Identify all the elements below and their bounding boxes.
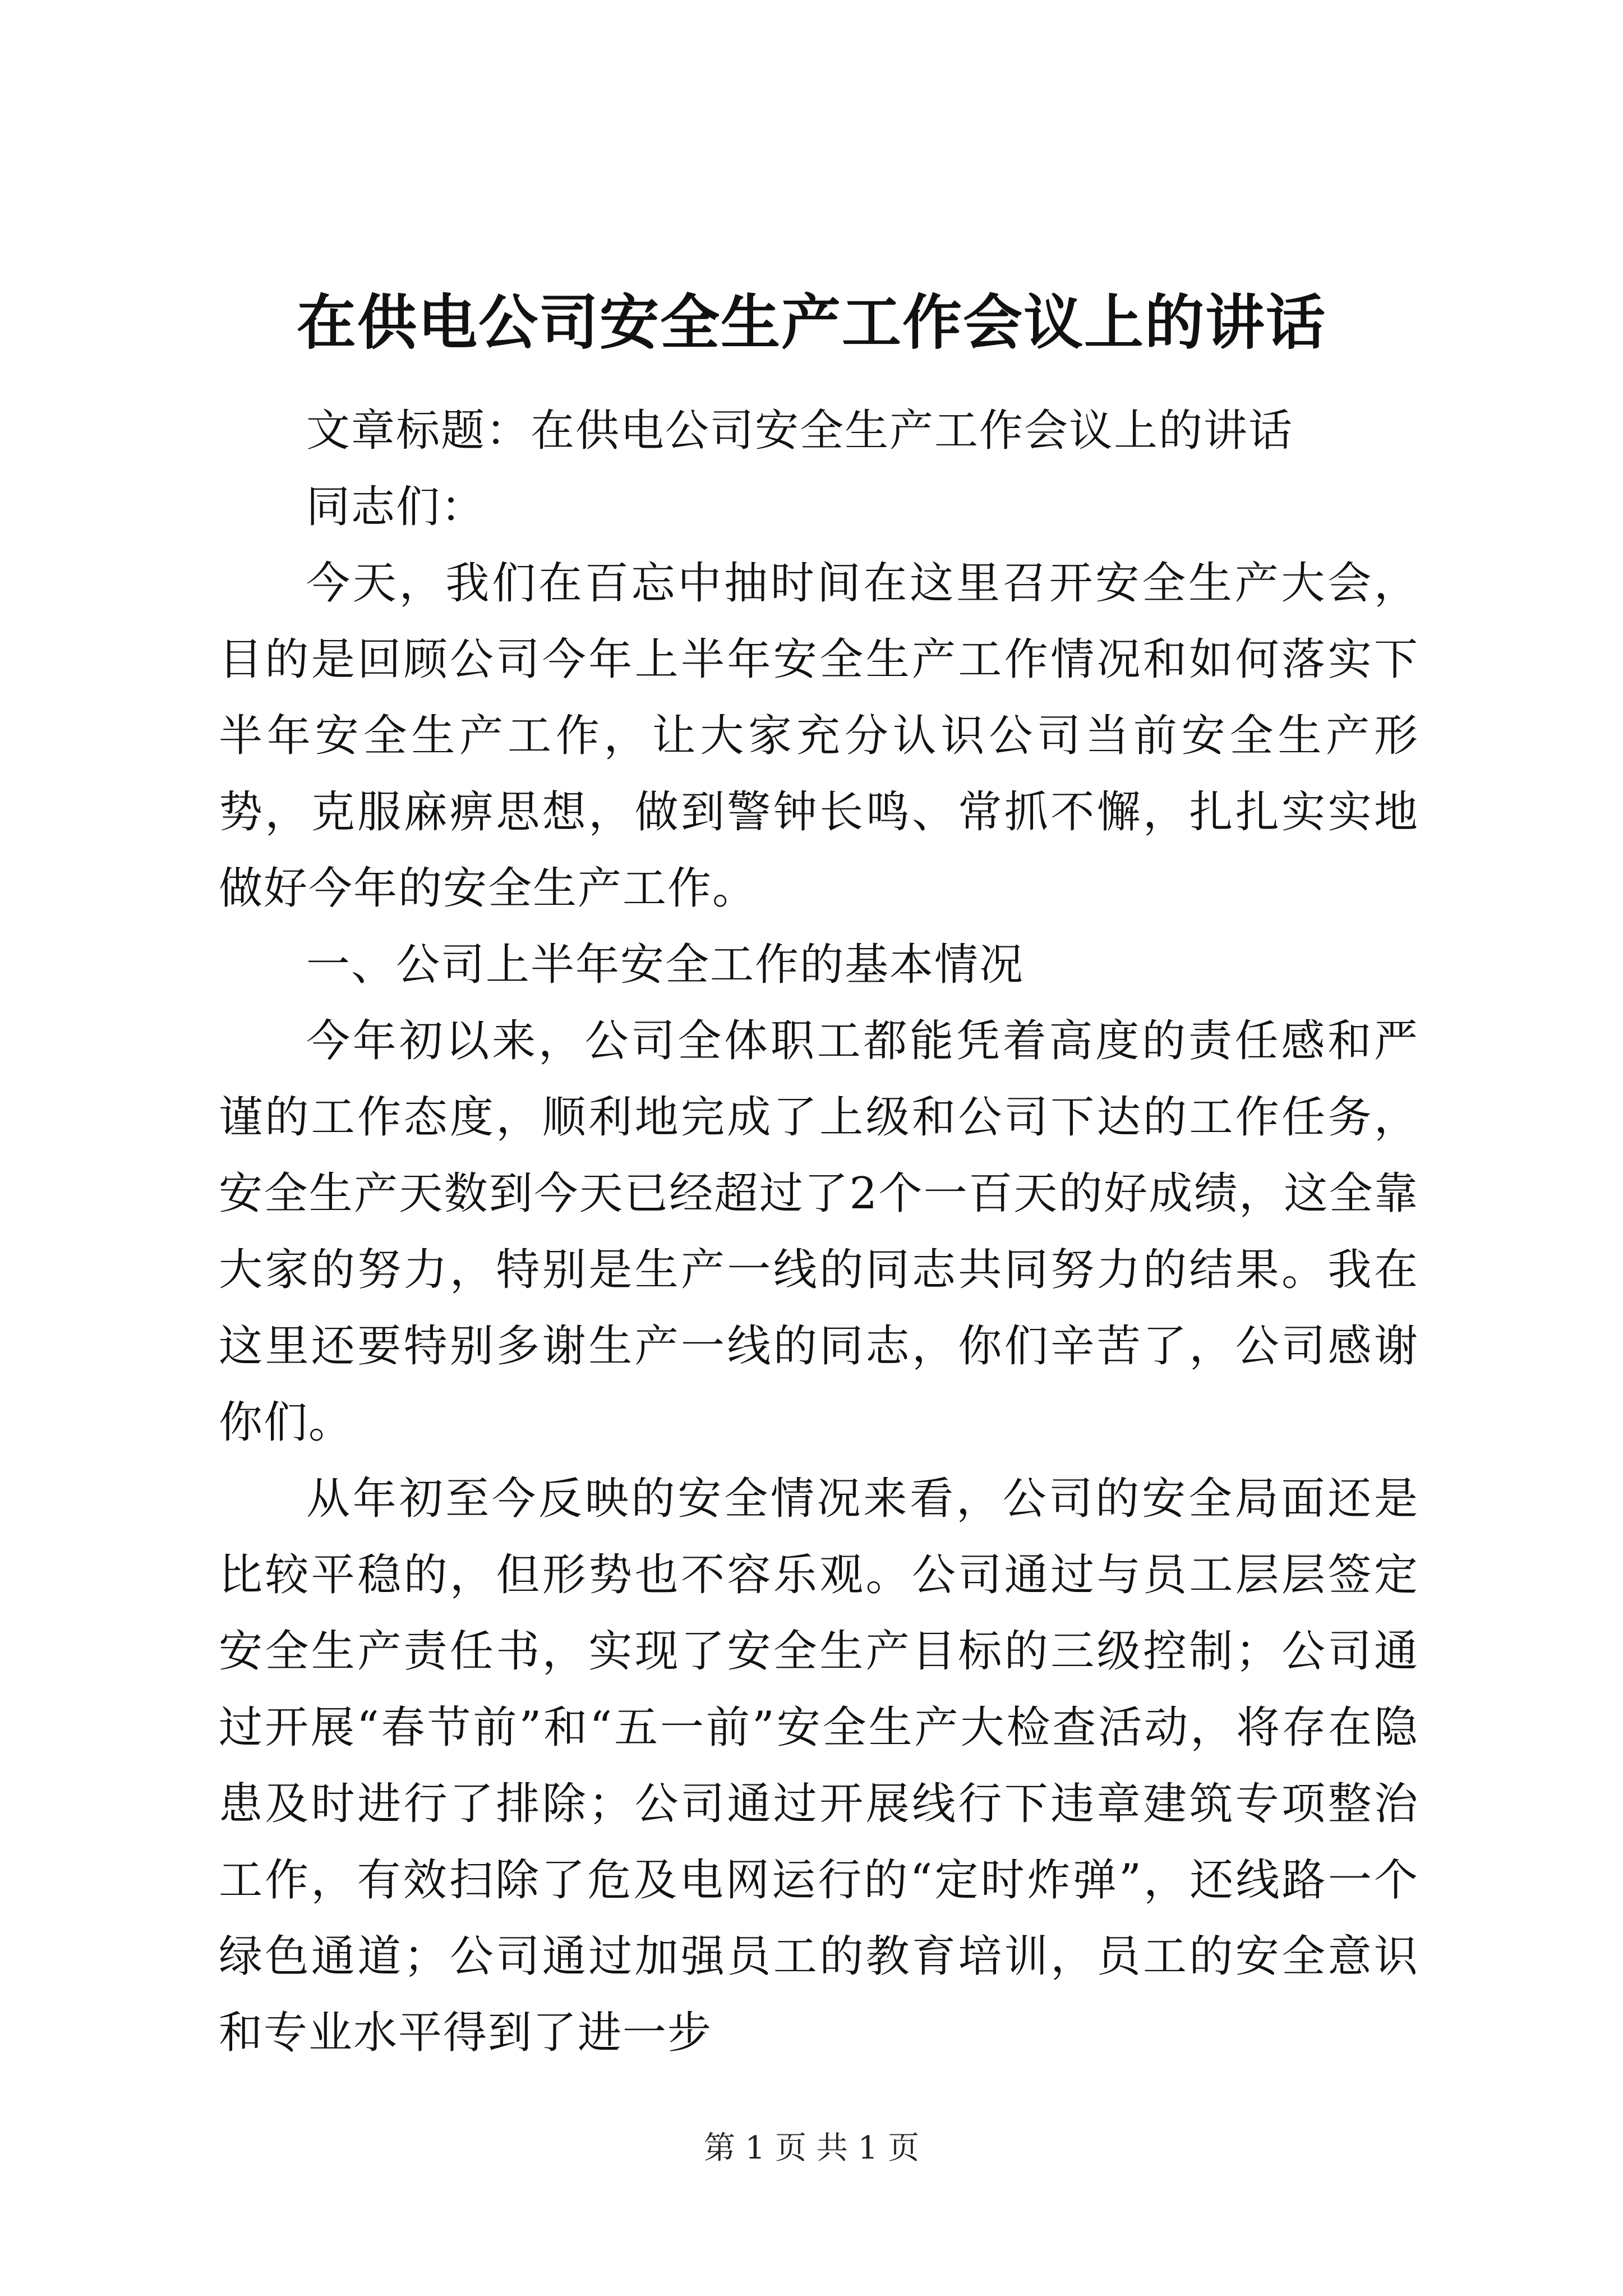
article-title-line: 文章标题：在供电公司安全生产工作会议上的讲话 <box>306 406 1294 456</box>
page-footer: 第 1 页 共 1 页 <box>703 2130 920 2166</box>
document-body <box>219 393 1419 2071</box>
paragraph-intro: 今天，我们在百忘中抽时间在这里召开安全生产大会，目的是回顾公司今年上半年安全生产工作情况和如何落实下半年安全生产工作，让大家充分认识公司当前安全生产形势，克服麻痹思想，做到警钟长鸣、常抓不懈，扎扎实实地做好今年的安全生产工作。 <box>219 558 1419 914</box>
section-heading-1: 一、公司上半年安全工作的基本情况 <box>306 940 1025 990</box>
paragraph-situation: 从年初至今反映的安全情况来看，公司的安全局面还是比较平稳的，但形势也不容乐观。公司通过与员工层层签定安全生产责任书，实现了安全生产目标的三级控制；公司通过开展“春节前”和“五一前”安全生产大检查活动，将存在隐患及时进行了排除；公司通过开展线行下违章建筑专项整治工作，有效扫除了危及电网运行的“定时炸弹”，还线路一个绿色通道；公司通过加强员工的教育培训，员工的安全意识和专业水平得到了进一步 <box>219 1474 1419 2058</box>
paragraph-progress: 今年初以来，公司全体职工都能凭着高度的责任感和严谨的工作态度，顺利地完成了上级和公司下达的工作任务，安全生产天数到今天已经超过了2个一百天的好成绩，这全靠大家的努力，特别是生产一线的同志共同努力的结果。我在这里还要特别多谢生产一线的同志，你们辛苦了，公司感谢你们。 <box>219 1016 1419 1448</box>
document-title: 在供电公司安全生产工作会议上的讲话 <box>297 287 1326 357</box>
salutation: 同志们： <box>306 482 486 532</box>
